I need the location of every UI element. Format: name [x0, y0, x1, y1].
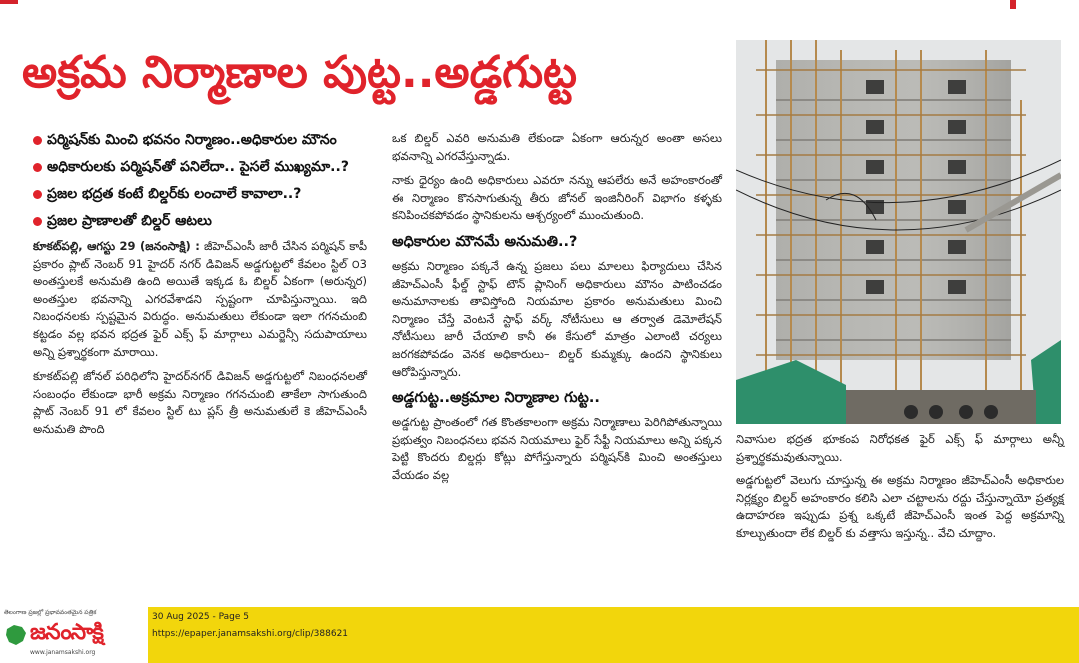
bullet-dot-icon — [33, 217, 42, 226]
top-right-red-mark — [1010, 0, 1016, 9]
article-paragraph: నాకు ధైర్యం ఉంది అధికారులు ఎవరూ నన్ను ఆపలేరు అనే అహంకారంతో ఈ నిర్మాణం కొనసాగుతున్న తీరు జోనల్ ఇంజినీరింగ్ విభాగం కళ్ళకు కనిపించకపోవడం స్థానికులను ఆశ్చర్యంలో ముంచుతుంది. — [392, 173, 722, 223]
article-text: జీహెచ్ఎంసీ జారీ చేసిన పర్మిషన్ కాపీ ప్రకారం ప్లాట్ నెంబర్ 91 హైదర్ నగర్ డివిజన్ అడ్డగుట్టలో కేవలం స్టిల్ ౦3 అంతస్తులకే అనుమతి ఉంది అయితే ఇక్కడ ఓ బిల్డర్ ఏకంగా (అరున్నర) అంతస్తుల భవనాన్ని ఎగరవేశాడని స్పష్టంగా చూపిస్తున్నాయి. ఇది నిబంధనలకు స్పష్టమైన విరుద్ధం. అనుమతులు లేకుండా ఇలా గగనచుంబి కట్టడం వల్ల భవన భద్రత ఫైర్ ఎక్స్ ఫ్ మార్గాలు ఎమర్జెన్సీ సదుపాయాలు అన్ని ప్రశ్నార్థకంగా మారాయి. — [33, 239, 368, 359]
article-column-3 — [736, 431, 1064, 550]
subheading: అడ్డగుట్ట..అక్రమాల నిర్మాణాల గుట్ట.. — [392, 390, 600, 407]
newspaper-logo — [0, 607, 148, 663]
highlight-bullets — [33, 130, 367, 232]
highlight-bullet: ప్రజల భద్రత కంటే బిల్డర్‌కు లంచాలే కావాలా..? — [33, 184, 367, 205]
article-paragraph: కూకట్‌పల్లి జోనల్ పరిధిలోని హైదర్‌నగర్ డివిజన్ అడ్డగుట్టలో నిబంధనలతో సంబంధం లేకుండా భారీ అక్రమ నిర్మాణం గగనచుంబి తాకేలా సాగుతుంది ప్లాట్ నెంబర్ 91 లో కేవలం స్టిల్ టు ప్లస్ త్రీ అనుమతులే కె జీహెచ్ఎంసీ అనుమతి పొంది — [33, 369, 367, 436]
article-paragraph: అడ్డగుట్టలో వెలుగు చూస్తున్న ఈ అక్రమ నిర్మాణం జీహెచ్ఎంసీ అధికారుల నిర్లక్ష్యం బిల్డర్ అహంకారం కలిసి ఎలా చట్టాలను రద్దు చేస్తున్నాయో ప్రత్యక్ష ఉదాహరణ ఇప్పుడు ప్రశ్న ఒక్కటే జీహెచ్ఎంసీ ఇంత పెద్ద అక్రమాన్ని కూల్చుతుందా లేక బిల్డర్ కు వత్తాసు ఇస్తున్న.. వేచి చూద్దాం. — [736, 473, 1064, 540]
photo-caption: నివాసుల భద్రత భూకంప నిరోధకత ఫైర్ ఎక్స్ ఫ్ మార్గాలు అన్నీ ప్రశ్నార్థకమవుతున్నాయి. — [736, 432, 1064, 464]
building-under-construction-image — [736, 40, 1061, 424]
article-column-1 — [33, 130, 367, 446]
bullet-dot-icon — [33, 190, 42, 199]
article-column-2 — [392, 130, 722, 492]
logo-tagline: తెలంగాణ ప్రజల్లో ప్రభావవంతమైన పత్రిక — [4, 609, 97, 616]
footer-bar — [0, 607, 1079, 663]
article-paragraph: ఒక బిల్డర్ ఎవరి అనుమతి లేకుండా ఏకంగా ఆరున్నర అంతా అసలు భవనాన్ని ఎగరవేస్తున్నాడు. — [392, 131, 722, 163]
highlight-bullet: అధికారులకు పర్మిషన్‌తో పనిలేదా.. పైసలే ముఖ్యమా..? — [33, 157, 367, 178]
article-paragraph: అడ్డగుట్ట ప్రాంతంలో గత కొంతకాలంగా అక్రమ నిర్మాణాలు పెరిగిపోతున్నాయి ప్రభుత్వం నిబంధనలు భవన నియమాలు ఫైర్ సేఫ్టీ నియమాలు అన్ని పక్కన పెట్టి కొందరు బిల్డర్లు కోట్లు పోగేస్తున్నారు పర్మిషన్‌కి మించి అంతస్తులు వేయడం వల్ల — [392, 415, 722, 482]
article-paragraph: అక్రమ నిర్మాణం పక్కనే ఉన్న ప్రజలు పలు మాలలు ఫిర్యాదులు చేసిన జీహెచ్ఎంసీ ఫీల్డ్ స్టాఫ్ టౌన్ ప్లానింగ్ అధికారులు మౌనం పాటించడం అనుమానాలకు తావిస్తోంది నియమాల ప్రకారం అనుమతులు మించి నిర్మాణం చేస్తే వెంటనే స్టాఫ్ వర్క్ నోటీసులు ఆ తర్వాత డెమోలేషన్ నోటీసులు జారీ చేయాలి కానీ ఈ కేసులో మాత్రం ఎలాంటి చర్యలు జరగకపోవడం వెనక అధికారులు– బిల్డర్ కుమ్మక్కు ఉందని స్థానికులు ఆరోపిస్తున్నారు. — [392, 258, 722, 379]
dateline: కూకట్‌పల్లి, ఆగస్టు 29 (జనంసాక్షి) : — [33, 239, 200, 253]
highlight-bullet: ప్రజల ప్రాణాలతో బిల్డర్ ఆటలు — [33, 211, 367, 232]
edition-date-page: 30 Aug 2025 - Page 5 — [152, 612, 249, 622]
bullet-dot-icon — [33, 163, 42, 172]
logo-text: జనంసాక్షి — [30, 620, 103, 645]
highlight-bullet: పర్మిషన్‌కు మించి భవనం నిర్మాణం..అధికారుల మౌనం — [33, 130, 367, 151]
bullet-dot-icon — [33, 136, 42, 145]
clip-url-link[interactable]: https://epaper.janamsakshi.org/clip/388621 — [152, 629, 349, 639]
building-photo — [736, 40, 1061, 424]
headline: అక్రమ నిర్మాణాల పుట్ట..అడ్డగుట్ట — [22, 47, 578, 98]
subheading: అధికారుల మౌనమే అనుమతి..? — [392, 233, 578, 250]
top-edge-strip — [0, 0, 1079, 10]
logo-url: www.janamsakshi.org — [30, 649, 96, 656]
article-paragraph — [33, 238, 367, 361]
telangana-map-icon — [4, 623, 28, 647]
top-left-red-mark — [0, 0, 18, 4]
